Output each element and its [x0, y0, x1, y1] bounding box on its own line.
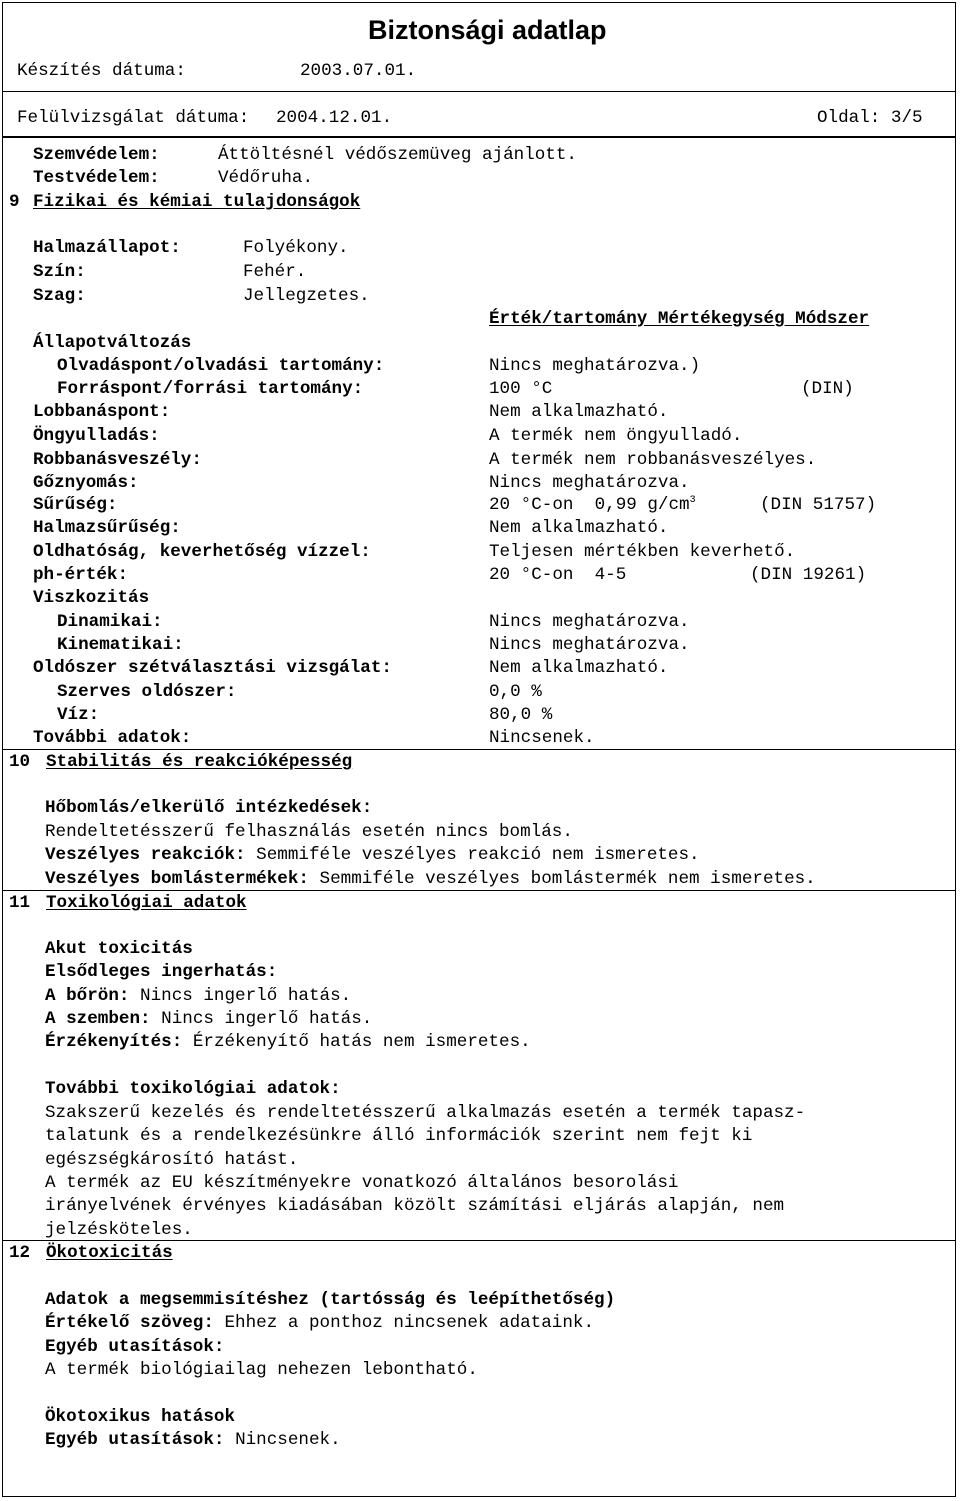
section-11-number: 11 — [9, 893, 31, 913]
explosion-value: A termék nem robbanásveszélyes. — [489, 450, 817, 470]
eye-protection-label: Szemvédelem: — [33, 145, 160, 165]
acute-toxicity-label: Akut toxicitás — [45, 939, 193, 959]
other-instructions-2-label: Egyéb utasítások: — [45, 1430, 225, 1450]
revised-date-label: Felülvizsgálat dátuma: — [17, 108, 250, 128]
eye-value: Nincs ingerlő hatás. — [161, 1009, 373, 1029]
hazardous-products-line — [45, 869, 816, 889]
decomposition-text: Rendeltetésszerű felhasználás esetén nincs bomlás. — [45, 822, 573, 842]
state-change-label: Állapotváltozás — [33, 333, 192, 353]
ph-label: ph-érték: — [33, 565, 129, 585]
bulk-density-label: Halmazsűrűség: — [33, 518, 181, 538]
dynamic-viscosity-value: Nincs meghatározva. — [489, 612, 690, 632]
section-10-divider — [2, 749, 956, 750]
sensitization-value: Érzékenyítő hatás nem ismeretes. — [192, 1032, 531, 1052]
created-date-label: Készítés dátuma: — [17, 61, 186, 81]
ph-method: (DIN 19261) — [750, 565, 867, 585]
vapor-pressure-value: Nincs meghatározva. — [489, 473, 690, 493]
bulk-density-value: Nem alkalmazható. — [489, 518, 669, 538]
document-title: Biztonsági adatlap — [368, 15, 607, 45]
vapor-pressure-label: Gőznyomás: — [33, 473, 139, 493]
sensitization-label: Érzékenyítés: — [45, 1032, 183, 1052]
eye-label: A szemben: — [45, 1009, 151, 1029]
created-date-value: 2003.07.01. — [300, 61, 417, 81]
section-10-title: Stabilitás és reakcióképesség — [46, 752, 353, 772]
toxicology-text-line: talatunk és a rendelkezésünkre álló információk szerint nem fejt ki — [45, 1126, 753, 1146]
hazardous-products-value: Semmiféle veszélyes bomlástermék nem ismeretes. — [319, 869, 816, 889]
section-11-divider — [2, 890, 956, 891]
evaluation-line — [45, 1313, 594, 1333]
organic-solvent-label: Szerves oldószer: — [57, 682, 237, 702]
self-ignition-value: A termék nem öngyulladó. — [489, 426, 743, 446]
odor-value: Jellegzetes. — [243, 286, 370, 306]
other-instructions-text: A termék biológiailag nehezen lebontható. — [45, 1360, 478, 1380]
toxicology-text-line: egészségkárosító hatást. — [45, 1150, 299, 1170]
section-9-number: 9 — [9, 192, 20, 212]
revised-date-value: 2004.12.01. — [276, 108, 393, 128]
eye-protection-value: Áttöltésnél védőszemüveg ajánlott. — [218, 145, 577, 165]
solubility-value: Teljesen mértékben keverhető. — [489, 542, 796, 562]
body-protection-label: Testvédelem: — [33, 168, 160, 188]
solvent-separation-label: Oldószer szétválasztási vizsgálat: — [33, 658, 392, 678]
hazardous-reactions-value: Semmiféle veszélyes reakció nem ismeretes. — [256, 845, 700, 865]
explosion-label: Robbanásveszély: — [33, 450, 202, 470]
other-instructions-2-value: Nincsenek. — [235, 1430, 341, 1450]
decomposition-label: Hőbomlás/elkerülő intézkedések: — [45, 798, 373, 818]
evaluation-value: Ehhez a ponthoz nincsenek adataink. — [224, 1313, 595, 1333]
flash-point-label: Lobbanáspont: — [33, 402, 171, 422]
body-protection-value: Védőruha. — [218, 168, 314, 188]
state-label: Halmazállapot: — [33, 238, 181, 258]
water-label: Víz: — [57, 705, 100, 725]
hazardous-products-label: Veszélyes bomlástermékek: — [45, 869, 309, 889]
other-instructions-label: Egyéb utasítások: — [45, 1337, 225, 1357]
viscosity-label: Viszkozitás — [33, 588, 150, 608]
further-toxicology-label: További toxikológiai adatok: — [45, 1079, 341, 1099]
hazardous-reactions-line — [45, 845, 700, 865]
color-value: Fehér. — [243, 262, 307, 282]
section-9-title: Fizikai és kémiai tulajdonságok — [33, 192, 361, 212]
toxicology-text-line: Szakszerű kezelés és rendeltetésszerű alkalmazás esetén a termék tapasz- — [45, 1103, 806, 1123]
section-12-divider — [2, 1240, 956, 1241]
density-method: (DIN 51757) — [760, 495, 877, 515]
density-label: Sűrűség: — [33, 495, 118, 515]
skin-label: A bőrön: — [45, 986, 130, 1006]
ecotoxic-effects-label: Ökotoxikus hatások — [45, 1407, 236, 1427]
density-value-text: 20 °C-on 0,99 g/cm — [489, 495, 690, 515]
value-column-header: Érték/tartomány Mértékegység Módszer — [489, 309, 870, 329]
section-12-title: Ökotoxicitás — [46, 1243, 173, 1263]
melting-label: Olvadáspont/olvadási tartomány: — [57, 356, 385, 376]
water-value: 80,0 % — [489, 705, 553, 725]
toxicology-text-line: jelzésköteles. — [45, 1220, 193, 1240]
section-12-number: 12 — [9, 1243, 31, 1263]
toxicology-text-line: A termék az EU készítményekre vonatkozó általános besorolási — [45, 1173, 679, 1193]
dynamic-viscosity-label: Dinamikai: — [57, 612, 163, 632]
melting-value: Nincs meghatározva.) — [489, 356, 701, 376]
boiling-value: 100 °C — [489, 379, 553, 399]
solubility-label: Oldhatóság, keverhetőség vízzel: — [33, 542, 371, 562]
kinematic-viscosity-value: Nincs meghatározva. — [489, 635, 690, 655]
self-ignition-label: Öngyulladás: — [33, 426, 160, 446]
further-data-value: Nincsenek. — [489, 728, 595, 748]
skin-line — [45, 986, 351, 1006]
density-unit-superscript: 3 — [689, 495, 696, 507]
color-label: Szín: — [33, 262, 86, 282]
flash-point-value: Nem alkalmazható. — [489, 402, 669, 422]
organic-solvent-value: 0,0 % — [489, 682, 542, 702]
page-number: Oldal: 3/5 — [817, 108, 923, 128]
evaluation-label: Értékelő szöveg: — [45, 1313, 214, 1333]
primary-irritation-label: Elsődleges ingerhatás: — [45, 962, 278, 982]
header-divider — [2, 91, 956, 92]
hazardous-reactions-label: Veszélyes reakciók: — [45, 845, 246, 865]
toxicology-text-line: irányelvének érvényes kiadásában közölt számítási eljárás alapján, nem — [45, 1196, 785, 1216]
density-value — [489, 495, 696, 515]
odor-label: Szag: — [33, 286, 86, 306]
boiling-method: (DIN) — [801, 379, 854, 399]
disposal-data-label: Adatok a megsemmisítéshez (tartósság és leépíthetőség) — [45, 1290, 616, 1310]
ph-value: 20 °C-on 4-5 — [489, 565, 627, 585]
boiling-label: Forráspont/forrási tartomány: — [57, 379, 364, 399]
solvent-separation-value: Nem alkalmazható. — [489, 658, 669, 678]
section-11-title: Toxikológiai adatok — [46, 893, 247, 913]
skin-value: Nincs ingerlő hatás. — [140, 986, 352, 1006]
sensitization-line — [45, 1032, 531, 1052]
eye-line — [45, 1009, 372, 1029]
further-data-label: További adatok: — [33, 728, 192, 748]
kinematic-viscosity-label: Kinematikai: — [57, 635, 184, 655]
state-value: Folyékony. — [243, 238, 349, 258]
other-instructions-2-line — [45, 1430, 341, 1450]
section-10-number: 10 — [9, 752, 31, 772]
header-bottom-rule — [2, 136, 956, 138]
